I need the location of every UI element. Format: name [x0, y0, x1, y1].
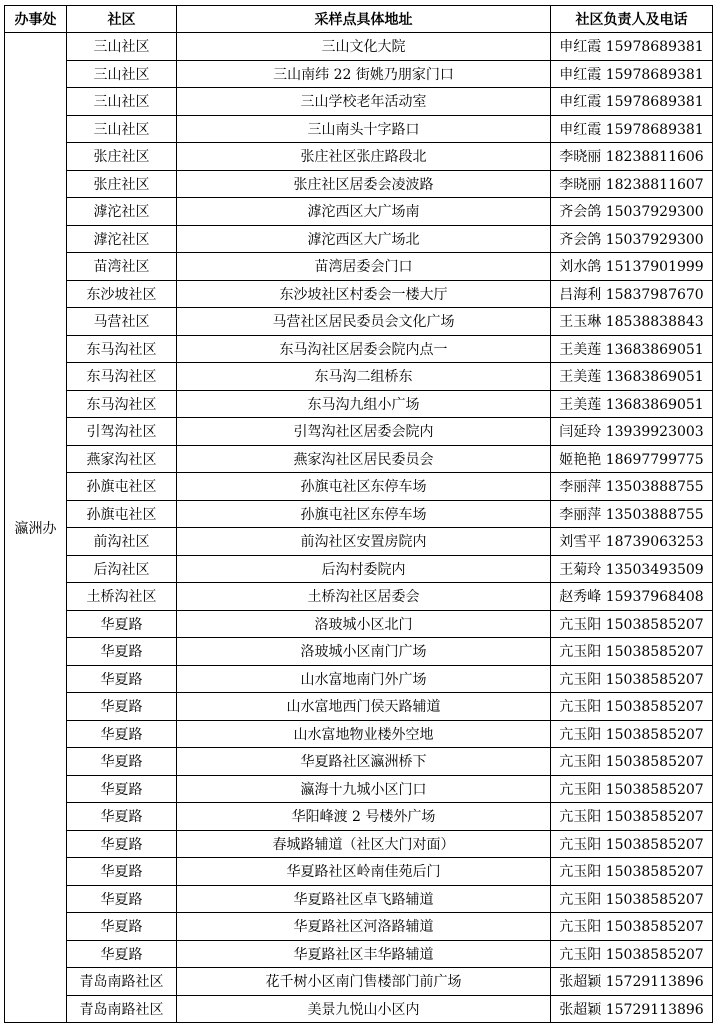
table-row [5, 610, 713, 638]
community-cell: 滹沱社区 [67, 225, 177, 253]
contact-cell: 李晓丽 18238811607 [551, 170, 713, 198]
address-cell: 孙旗屯社区东停车场 [177, 500, 551, 528]
table-row [5, 363, 713, 391]
address-cell: 滹沱西区大广场南 [177, 198, 551, 226]
address-cell: 山水富地南门外广场 [177, 665, 551, 693]
contact-cell: 亢玉阳 15038585207 [551, 610, 713, 638]
table-body [5, 33, 713, 1023]
address-cell: 三山南头十字路口 [177, 115, 551, 143]
office-cell: 瀛洲办 [5, 33, 67, 1023]
table-row [5, 143, 713, 171]
address-cell: 洛玻城小区南门广场 [177, 638, 551, 666]
table-row [5, 583, 713, 611]
community-cell: 后沟社区 [67, 555, 177, 583]
community-cell: 马营社区 [67, 308, 177, 336]
table-row [5, 803, 713, 831]
community-cell: 张庄社区 [67, 143, 177, 171]
community-cell: 华夏路 [67, 775, 177, 803]
contact-cell: 申红霞 15978689381 [551, 115, 713, 143]
community-cell: 东马沟社区 [67, 335, 177, 363]
table-row [5, 225, 713, 253]
table-row [5, 995, 713, 1023]
contact-cell: 申红霞 15978689381 [551, 33, 713, 61]
community-cell: 华夏路 [67, 803, 177, 831]
table-row [5, 308, 713, 336]
address-cell: 张庄社区居委会凌波路 [177, 170, 551, 198]
table-row [5, 693, 713, 721]
header-community: 社区 [67, 6, 177, 33]
address-cell: 花千树小区南门售楼部门前广场 [177, 968, 551, 996]
address-cell: 张庄社区张庄路段北 [177, 143, 551, 171]
contact-cell: 李丽萍 13503888755 [551, 500, 713, 528]
table-row [5, 280, 713, 308]
contact-cell: 王菊玲 13503493509 [551, 555, 713, 583]
address-cell: 苗湾居委会门口 [177, 253, 551, 281]
table-row [5, 940, 713, 968]
table-row [5, 418, 713, 446]
community-cell: 燕家沟社区 [67, 445, 177, 473]
table-row [5, 638, 713, 666]
address-cell: 华夏路社区卓飞路辅道 [177, 885, 551, 913]
address-cell: 春城路辅道（社区大门对面） [177, 830, 551, 858]
address-cell: 马营社区居民委员会文化广场 [177, 308, 551, 336]
address-cell: 山水富地西门侯天路辅道 [177, 693, 551, 721]
table-row [5, 33, 713, 61]
table-row [5, 253, 713, 281]
contact-cell: 亢玉阳 15038585207 [551, 940, 713, 968]
address-cell: 东沙坡社区村委会一楼大厅 [177, 280, 551, 308]
header-contact: 社区负责人及电话 [551, 6, 713, 33]
contact-cell: 申红霞 15978689381 [551, 88, 713, 116]
community-cell: 华夏路 [67, 913, 177, 941]
contact-cell: 王美莲 13683869051 [551, 335, 713, 363]
community-cell: 三山社区 [67, 33, 177, 61]
contact-cell: 齐会鸽 15037929300 [551, 198, 713, 226]
community-cell: 土桥沟社区 [67, 583, 177, 611]
contact-cell: 亢玉阳 15038585207 [551, 665, 713, 693]
header-address: 采样点具体地址 [177, 6, 551, 33]
contact-cell: 亢玉阳 15038585207 [551, 720, 713, 748]
table-row [5, 720, 713, 748]
community-cell: 引驾沟社区 [67, 418, 177, 446]
address-cell: 土桥沟社区居委会 [177, 583, 551, 611]
community-cell: 青岛南路社区 [67, 995, 177, 1023]
community-cell: 华夏路 [67, 830, 177, 858]
address-cell: 孙旗屯社区东停车场 [177, 473, 551, 501]
contact-cell: 姬艳艳 18697799775 [551, 445, 713, 473]
address-cell: 东马沟二组桥东 [177, 363, 551, 391]
address-cell: 东马沟九组小广场 [177, 390, 551, 418]
table-row [5, 500, 713, 528]
address-cell: 引驾沟社区居委会院内 [177, 418, 551, 446]
contact-cell: 亢玉阳 15038585207 [551, 830, 713, 858]
community-cell: 三山社区 [67, 88, 177, 116]
contact-cell: 王玉琳 18538838843 [551, 308, 713, 336]
table-row [5, 473, 713, 501]
contact-cell: 王美莲 13683869051 [551, 363, 713, 391]
contact-cell: 张超颖 15729113896 [551, 995, 713, 1023]
header-row [5, 6, 713, 33]
sampling-site-document [4, 5, 712, 1023]
table-row [5, 775, 713, 803]
community-cell: 华夏路 [67, 858, 177, 886]
table-row [5, 858, 713, 886]
table-row [5, 88, 713, 116]
table-row [5, 115, 713, 143]
table-row [5, 913, 713, 941]
community-cell: 华夏路 [67, 885, 177, 913]
contact-cell: 亢玉阳 15038585207 [551, 693, 713, 721]
address-cell: 华夏路社区瀛洲桥下 [177, 748, 551, 776]
community-cell: 孙旗屯社区 [67, 473, 177, 501]
address-cell: 滹沱西区大广场北 [177, 225, 551, 253]
table-row [5, 968, 713, 996]
table-row [5, 170, 713, 198]
community-cell: 三山社区 [67, 115, 177, 143]
contact-cell: 申红霞 15978689381 [551, 60, 713, 88]
contact-cell: 亢玉阳 15038585207 [551, 748, 713, 776]
header-office: 办事处 [5, 6, 67, 33]
address-cell: 燕家沟社区居民委员会 [177, 445, 551, 473]
contact-cell: 李丽萍 13503888755 [551, 473, 713, 501]
contact-cell: 亢玉阳 15038585207 [551, 913, 713, 941]
community-cell: 华夏路 [67, 940, 177, 968]
address-cell: 前沟社区安置房院内 [177, 528, 551, 556]
address-cell: 洛玻城小区北门 [177, 610, 551, 638]
table-row [5, 665, 713, 693]
table-row [5, 335, 713, 363]
address-cell: 华夏路社区河洛路辅道 [177, 913, 551, 941]
community-cell: 华夏路 [67, 665, 177, 693]
community-cell: 华夏路 [67, 720, 177, 748]
contact-cell: 亢玉阳 15038585207 [551, 858, 713, 886]
address-cell: 三山南纬 22 街姚乃朋家门口 [177, 60, 551, 88]
community-cell: 孙旗屯社区 [67, 500, 177, 528]
contact-cell: 张超颖 15729113896 [551, 968, 713, 996]
address-cell: 三山文化大院 [177, 33, 551, 61]
table-row [5, 748, 713, 776]
address-cell: 华夏路社区丰华路辅道 [177, 940, 551, 968]
contact-cell: 齐会鸽 15037929300 [551, 225, 713, 253]
contact-cell: 吕海利 15837987670 [551, 280, 713, 308]
community-cell: 三山社区 [67, 60, 177, 88]
contact-cell: 刘雪平 18739063253 [551, 528, 713, 556]
community-cell: 华夏路 [67, 748, 177, 776]
contact-cell: 亢玉阳 15038585207 [551, 885, 713, 913]
table-row [5, 528, 713, 556]
address-cell: 瀛海十九城小区门口 [177, 775, 551, 803]
community-cell: 张庄社区 [67, 170, 177, 198]
address-cell: 美景九悦山小区内 [177, 995, 551, 1023]
address-cell: 华夏路社区岭南佳苑后门 [177, 858, 551, 886]
contact-cell: 亢玉阳 15038585207 [551, 775, 713, 803]
table-header [5, 6, 713, 33]
table-row [5, 445, 713, 473]
address-cell: 后沟村委院内 [177, 555, 551, 583]
contact-cell: 王美莲 13683869051 [551, 390, 713, 418]
community-cell: 青岛南路社区 [67, 968, 177, 996]
table-row [5, 390, 713, 418]
address-cell: 三山学校老年活动室 [177, 88, 551, 116]
table-row [5, 830, 713, 858]
community-cell: 东沙坡社区 [67, 280, 177, 308]
table-row [5, 885, 713, 913]
contact-cell: 刘水鸽 15137901999 [551, 253, 713, 281]
community-cell: 华夏路 [67, 638, 177, 666]
community-cell: 滹沱社区 [67, 198, 177, 226]
contact-cell: 赵秀峰 15937968408 [551, 583, 713, 611]
address-cell: 东马沟社区居委会院内点一 [177, 335, 551, 363]
table-row [5, 555, 713, 583]
address-cell: 山水富地物业楼外空地 [177, 720, 551, 748]
community-cell: 华夏路 [67, 610, 177, 638]
table-row [5, 60, 713, 88]
address-cell: 华阳峰渡 2 号楼外广场 [177, 803, 551, 831]
community-cell: 苗湾社区 [67, 253, 177, 281]
community-cell: 东马沟社区 [67, 363, 177, 391]
community-cell: 前沟社区 [67, 528, 177, 556]
contact-cell: 李晓丽 18238811606 [551, 143, 713, 171]
community-cell: 华夏路 [67, 693, 177, 721]
community-cell: 东马沟社区 [67, 390, 177, 418]
sampling-site-table [4, 5, 713, 1023]
contact-cell: 亢玉阳 15038585207 [551, 803, 713, 831]
contact-cell: 闫延玲 13939923003 [551, 418, 713, 446]
table-row [5, 198, 713, 226]
contact-cell: 亢玉阳 15038585207 [551, 638, 713, 666]
